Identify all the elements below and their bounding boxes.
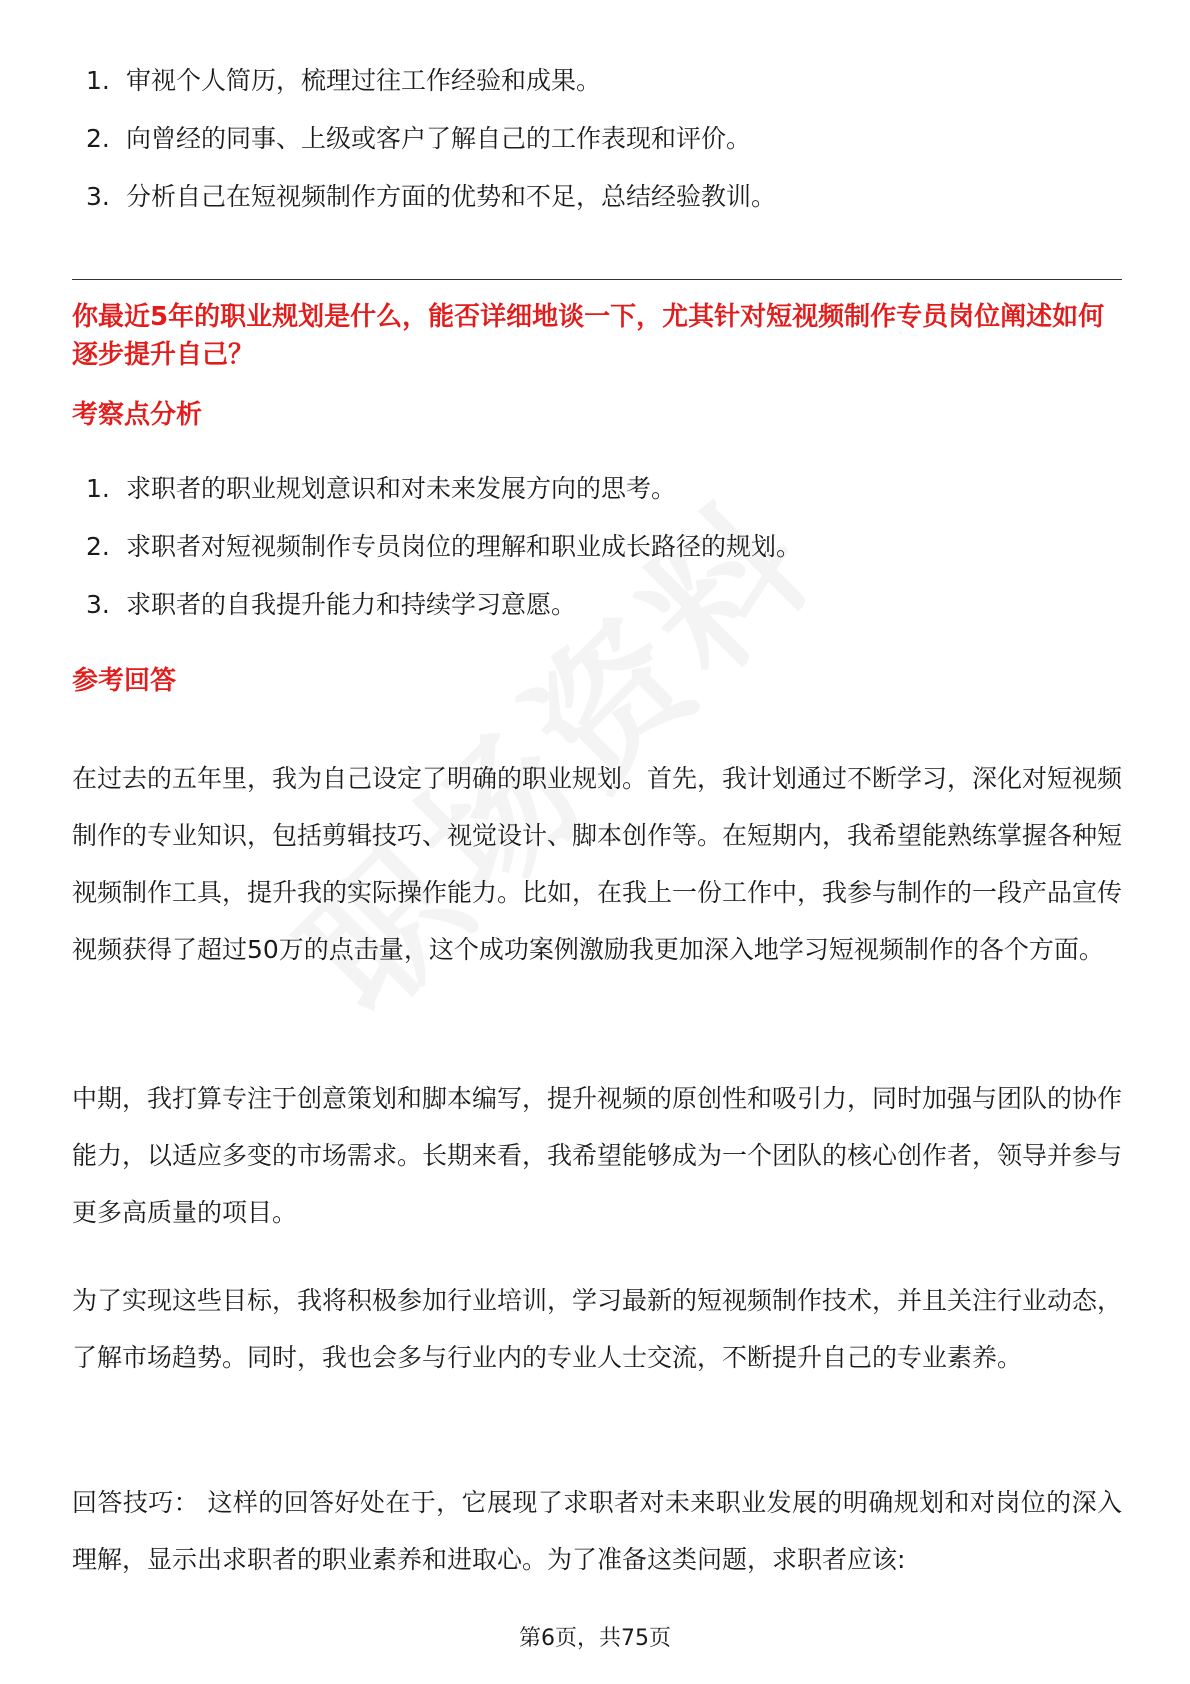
tips-paragraph: 回答技巧： 这样的回答好处在于，它展现了求职者对未来职业发展的明确规划和对岗位的深入理解，显示出求职者的职业素养和进取心。为了准备这类问题，求职者应该: (72, 1488, 1122, 1574)
list-item (72, 110, 776, 168)
list-item (72, 576, 801, 634)
answer-heading: 参考回答 (72, 666, 177, 696)
page-number: 第6页，共75页 (519, 1626, 671, 1651)
question-title: 你最近5年的职业规划是什么，能否详细地谈一下，尤其针对短视频制作专员岗位阐述如何逐步提升自己？ (72, 302, 1105, 370)
list-text: 求职者对短视频制作专员岗位的理解和职业成长路径的规划。 (126, 532, 802, 561)
list-text: 审视个人简历，梳理过往工作经验和成果。 (126, 66, 602, 95)
list-item (72, 168, 776, 226)
list-item (72, 460, 801, 518)
list-item (72, 52, 776, 110)
answer-paragraph: 在过去的五年里，我为自己设定了明确的职业规划。首先，我计划通过不断学习，深化对短视频制作的专业知识，包括剪辑技巧、视觉设计、脚本创作等。在短期内，我希望能熟练掌握各种短视频制作工具，提升我的实际操作能力。比如，在我上一份工作中，我参与制作的一段产品宣传视频获得了超过50万的点击量，这个成功案例激励我更加深入地学习短视频制作的各个方面。 (72, 764, 1123, 964)
list-number: 2. (86, 532, 110, 561)
list-text: 分析自己在短视频制作方面的优势和不足，总结经验教训。 (126, 182, 777, 211)
analysis-list (72, 460, 801, 634)
list-text: 求职者的自我提升能力和持续学习意愿。 (126, 590, 577, 619)
list-item (72, 518, 801, 576)
answer-paragraph: 中期，我打算专注于创意策划和脚本编写，提升视频的原创性和吸引力，同时加强与团队的协作能力，以适应多变的市场需求。长期来看，我希望能够成为一个团队的核心创作者，领导并参与更多高质量的项目。 (72, 1084, 1123, 1227)
list-number: 3. (86, 590, 110, 619)
list-number: 3. (86, 182, 110, 211)
list-number: 1. (86, 474, 110, 503)
list-number: 2. (86, 124, 110, 153)
top-list (72, 52, 776, 226)
list-text: 向曾经的同事、上级或客户了解自己的工作表现和评价。 (126, 124, 752, 153)
analysis-heading: 考察点分析 (72, 400, 203, 430)
section-divider (72, 279, 1122, 280)
answer-paragraph: 为了实现这些目标，我将积极参加行业培训，学习最新的短视频制作技术，并且关注行业动态，了解市场趋势。同时，我也会多与行业内的专业人士交流，不断提升自己的专业素养。 (72, 1286, 1123, 1372)
list-text: 求职者的职业规划意识和对未来发展方向的思考。 (126, 474, 677, 503)
list-number: 1. (86, 66, 110, 95)
